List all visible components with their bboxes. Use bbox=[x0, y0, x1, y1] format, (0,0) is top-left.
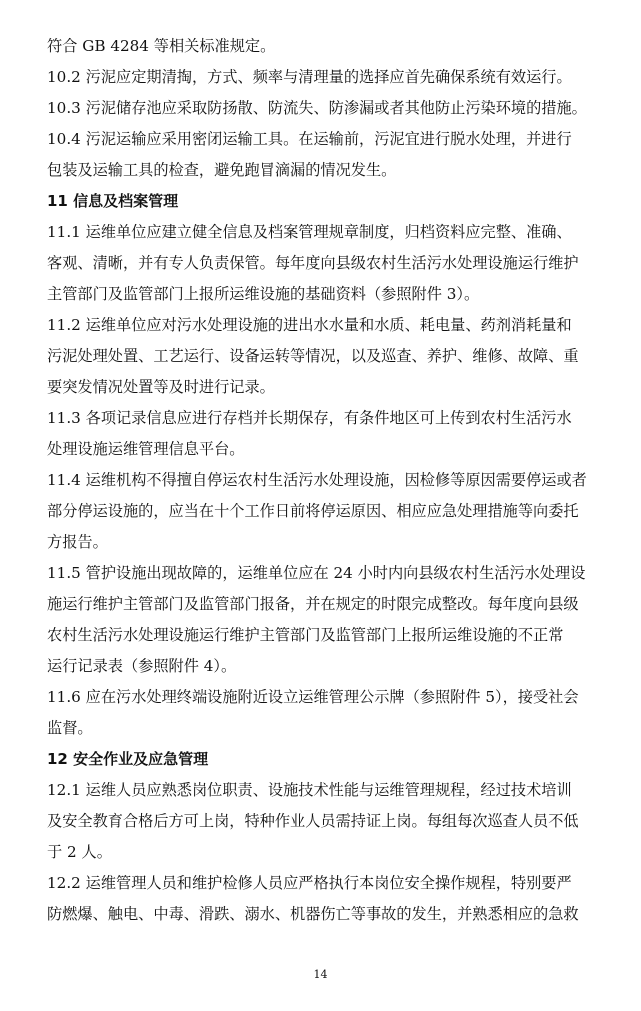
text-line: 方报告。 bbox=[47, 533, 108, 551]
text-line: 及安全教育合格后方可上岗，特种作业人员需持证上岗。每组每次巡查人员不低 bbox=[47, 812, 579, 830]
text-line: 于 2 人。 bbox=[47, 843, 112, 861]
text-line: 污泥处理处置、工艺运行、设备运转等情况，以及巡查、养护、维修、故障、重 bbox=[47, 347, 579, 365]
text-line: 农村生活污水处理设施运行维护主管部门及监管部门上报所运维设施的不正常 bbox=[47, 626, 564, 644]
text-line: 10.3 污泥储存池应采取防扬散、防流失、防渗漏或者其他防止污染环境的措施。 bbox=[47, 99, 587, 117]
text-line: 10.4 污泥运输应采用密闭运输工具。在运输前，污泥宜进行脱水处理，并进行 bbox=[47, 130, 572, 148]
text-line: 12.2 运维管理人员和维护检修人员应严格执行本岗位安全操作规程，特别要严 bbox=[47, 874, 572, 892]
page-number: 14 bbox=[313, 968, 328, 981]
section-heading: 12 安全作业及应急管理 bbox=[47, 750, 209, 768]
text-line: 11.1 运维单位应建立健全信息及档案管理规章制度，归档资料应完整、准确、 bbox=[47, 223, 572, 241]
text-line: 11.4 运维机构不得擅自停运农村生活污水处理设施，因检修等原因需要停运或者 bbox=[47, 471, 587, 489]
text-line: 符合 GB 4284 等相关标准规定。 bbox=[47, 37, 276, 55]
text-line: 要突发情况处置等及时进行记录。 bbox=[47, 378, 275, 396]
text-line: 包装及运输工具的检查，避免跑冒滴漏的情况发生。 bbox=[47, 161, 397, 179]
text-line: 11.2 运维单位应对污水处理设施的进出水水量和水质、耗电量、药剂消耗量和 bbox=[47, 316, 572, 334]
text-line: 11.3 各项记录信息应进行存档并长期保存，有条件地区可上传到农村生活污水 bbox=[47, 409, 572, 427]
text-line: 客观、清晰，并有专人负责保管。每年度向县级农村生活污水处理设施运行维护 bbox=[47, 254, 579, 272]
text-line: 11.6 应在污水处理终端设施附近设立运维管理公示牌（参照附件 5），接受社会 bbox=[47, 688, 579, 706]
text-line: 部分停运设施的，应当在十个工作日前将停运原因、相应应急处理措施等向委托 bbox=[47, 502, 579, 520]
text-line: 12.1 运维人员应熟悉岗位职责、设施技术性能与运维管理规程，经过技术培训 bbox=[47, 781, 572, 799]
text-line: 10.2 污泥应定期清掏，方式、频率与清理量的选择应首先确保系统有效运行。 bbox=[47, 68, 572, 86]
text-line: 运行记录表（参照附件 4）。 bbox=[47, 657, 237, 675]
text-line: 施运行维护主管部门及监管部门报备，并在规定的时限完成整改。每年度向县级 bbox=[47, 595, 579, 613]
text-line: 主管部门及监管部门上报所运维设施的基础资料（参照附件 3）。 bbox=[47, 285, 480, 303]
section-heading: 11 信息及档案管理 bbox=[47, 192, 179, 210]
text-line: 防燃爆、触电、中毒、滑跌、溺水、机器伤亡等事故的发生，并熟悉相应的急救 bbox=[47, 905, 579, 923]
text-line: 监督。 bbox=[47, 719, 93, 737]
text-line: 11.5 管护设施出现故障的，运维单位应在 24 小时内向县级农村生活污水处理设 bbox=[47, 564, 586, 582]
text-line: 处理设施运维管理信息平台。 bbox=[47, 440, 245, 458]
